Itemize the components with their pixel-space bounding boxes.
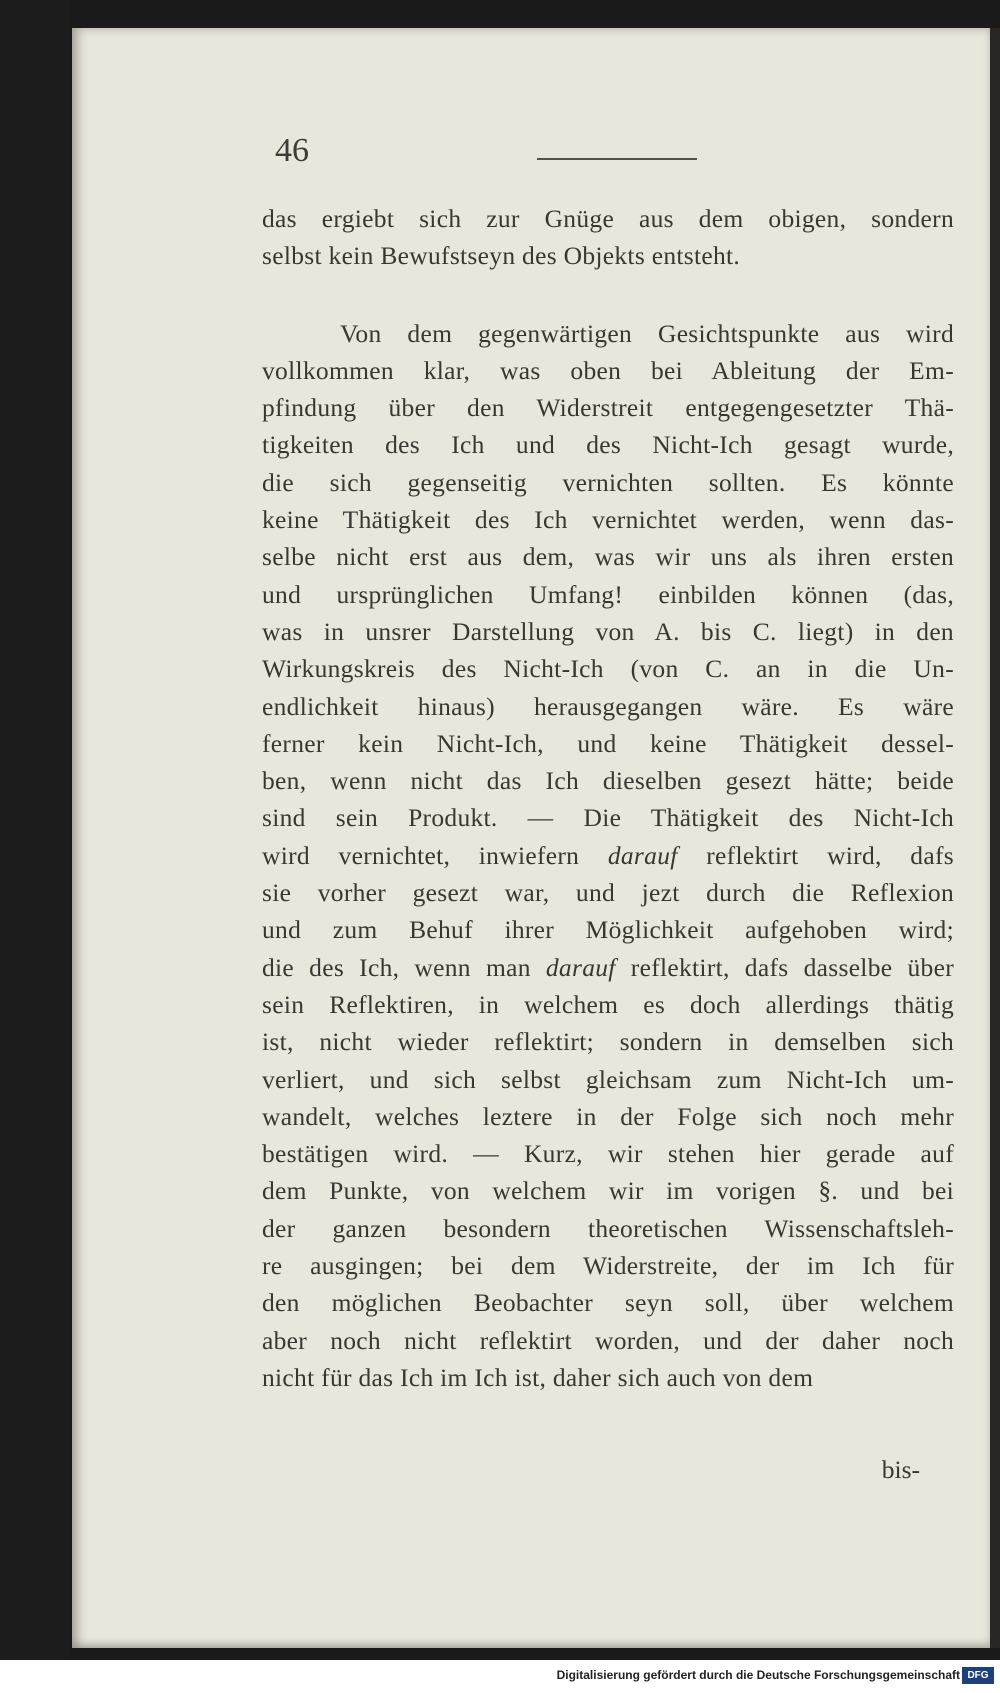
text-line: bestätigen wird. — Kurz, wir stehen hier gerade auf (262, 1139, 954, 1169)
body-text (262, 200, 954, 1396)
text-line: ferner kein Nicht-Ich, und keine Thätigkeit dessel- (262, 728, 954, 758)
text-line: verliert, und sich selbst gleichsam zum Nicht-Ich um- (262, 1064, 954, 1094)
catchword: bis- (881, 1455, 920, 1484)
text-line: ben, wenn nicht das Ich dieselben gesezt hätte; beide (262, 766, 954, 796)
text-line: Von dem gegenwärtigen Gesichtspunkte aus wird (340, 318, 954, 348)
page-number: 46 (275, 132, 309, 169)
binding-edge (0, 0, 70, 1660)
text-line: aber noch nicht reflektirt worden, und der daher noch (262, 1325, 954, 1355)
text-line: nicht für das Ich im Ich ist, daher sich auch von dem (262, 1362, 814, 1392)
digitization-credit: Digitalisierung gefördert durch die Deutsche Forschungsgemeinschaft (556, 1668, 960, 1682)
text-line: ist, nicht wieder reflektirt; sondern in demselben sich (262, 1027, 954, 1057)
text-line: pfindung über den Widerstreit entgegengesetzter Thä- (262, 393, 954, 423)
paragraph-2 (262, 315, 954, 1397)
page-header (275, 132, 715, 172)
page-edge (990, 28, 1000, 1648)
text-line: wandelt, welches leztere in der Folge sich noch mehr (262, 1101, 954, 1131)
text-line: tigkeiten des Ich und des Nicht-Ich gesagt wurde, (262, 430, 954, 460)
text-line: Wirkungskreis des Nicht-Ich (von C. an in die Un- (262, 654, 954, 684)
text-line: der ganzen besondern theoretischen Wissenschaftsleh- (262, 1213, 954, 1243)
text-line: dem Punkte, von welchem wir im vorigen §. und bei (262, 1176, 954, 1206)
text-line: vollkommen klar, was oben bei Ableitung der Em- (262, 355, 954, 385)
text-line: selbst kein Bewufstseyn des Objekts entsteht. (262, 241, 741, 271)
text-line: die sich gegenseitig vernichten sollten. Es könnte (262, 467, 954, 497)
text-line: die des Ich, wenn man darauf reflektirt, dafs dasselbe über (262, 952, 954, 982)
text-line: selbe nicht erst aus dem, was wir uns als ihren ersten (262, 542, 954, 572)
text-line: sind sein Produkt. — Die Thätigkeit des Nicht-Ich (262, 803, 954, 833)
text-line: sein Reflektiren, in welchem es doch allerdings thätig (262, 989, 954, 1019)
text-line: das ergiebt sich zur Gnüge aus dem obigen, sondern (262, 204, 954, 233)
text-line: sie vorher gesezt war, und jezt durch die Reflexion (262, 878, 954, 908)
text-line: den möglichen Beobachter seyn soll, über welchem (262, 1288, 954, 1318)
paragraph-gap (262, 275, 954, 315)
text-line: endlichkeit hinaus) herausgegangen wäre. Es wäre (262, 691, 954, 721)
text-line: und ursprünglichen Umfang! einbilden können (das, (262, 579, 954, 609)
paragraph-1 (262, 200, 954, 275)
header-rule (537, 158, 697, 160)
text-line: keine Thätigkeit des Ich vernichtet werden, wenn das- (262, 505, 954, 535)
text-line: re ausgingen; bei dem Widerstreite, der im Ich für (262, 1251, 954, 1281)
text-line: was in unsrer Darstellung von A. bis C. liegt) in den (262, 616, 954, 646)
dfg-logo: DFG (962, 1667, 994, 1684)
text-line: wird vernichtet, inwiefern darauf reflektirt wird, dafs (262, 840, 954, 870)
footer-bar (0, 1660, 1000, 1693)
text-line: und zum Behuf ihrer Möglichkeit aufgehoben wird; (262, 915, 954, 945)
